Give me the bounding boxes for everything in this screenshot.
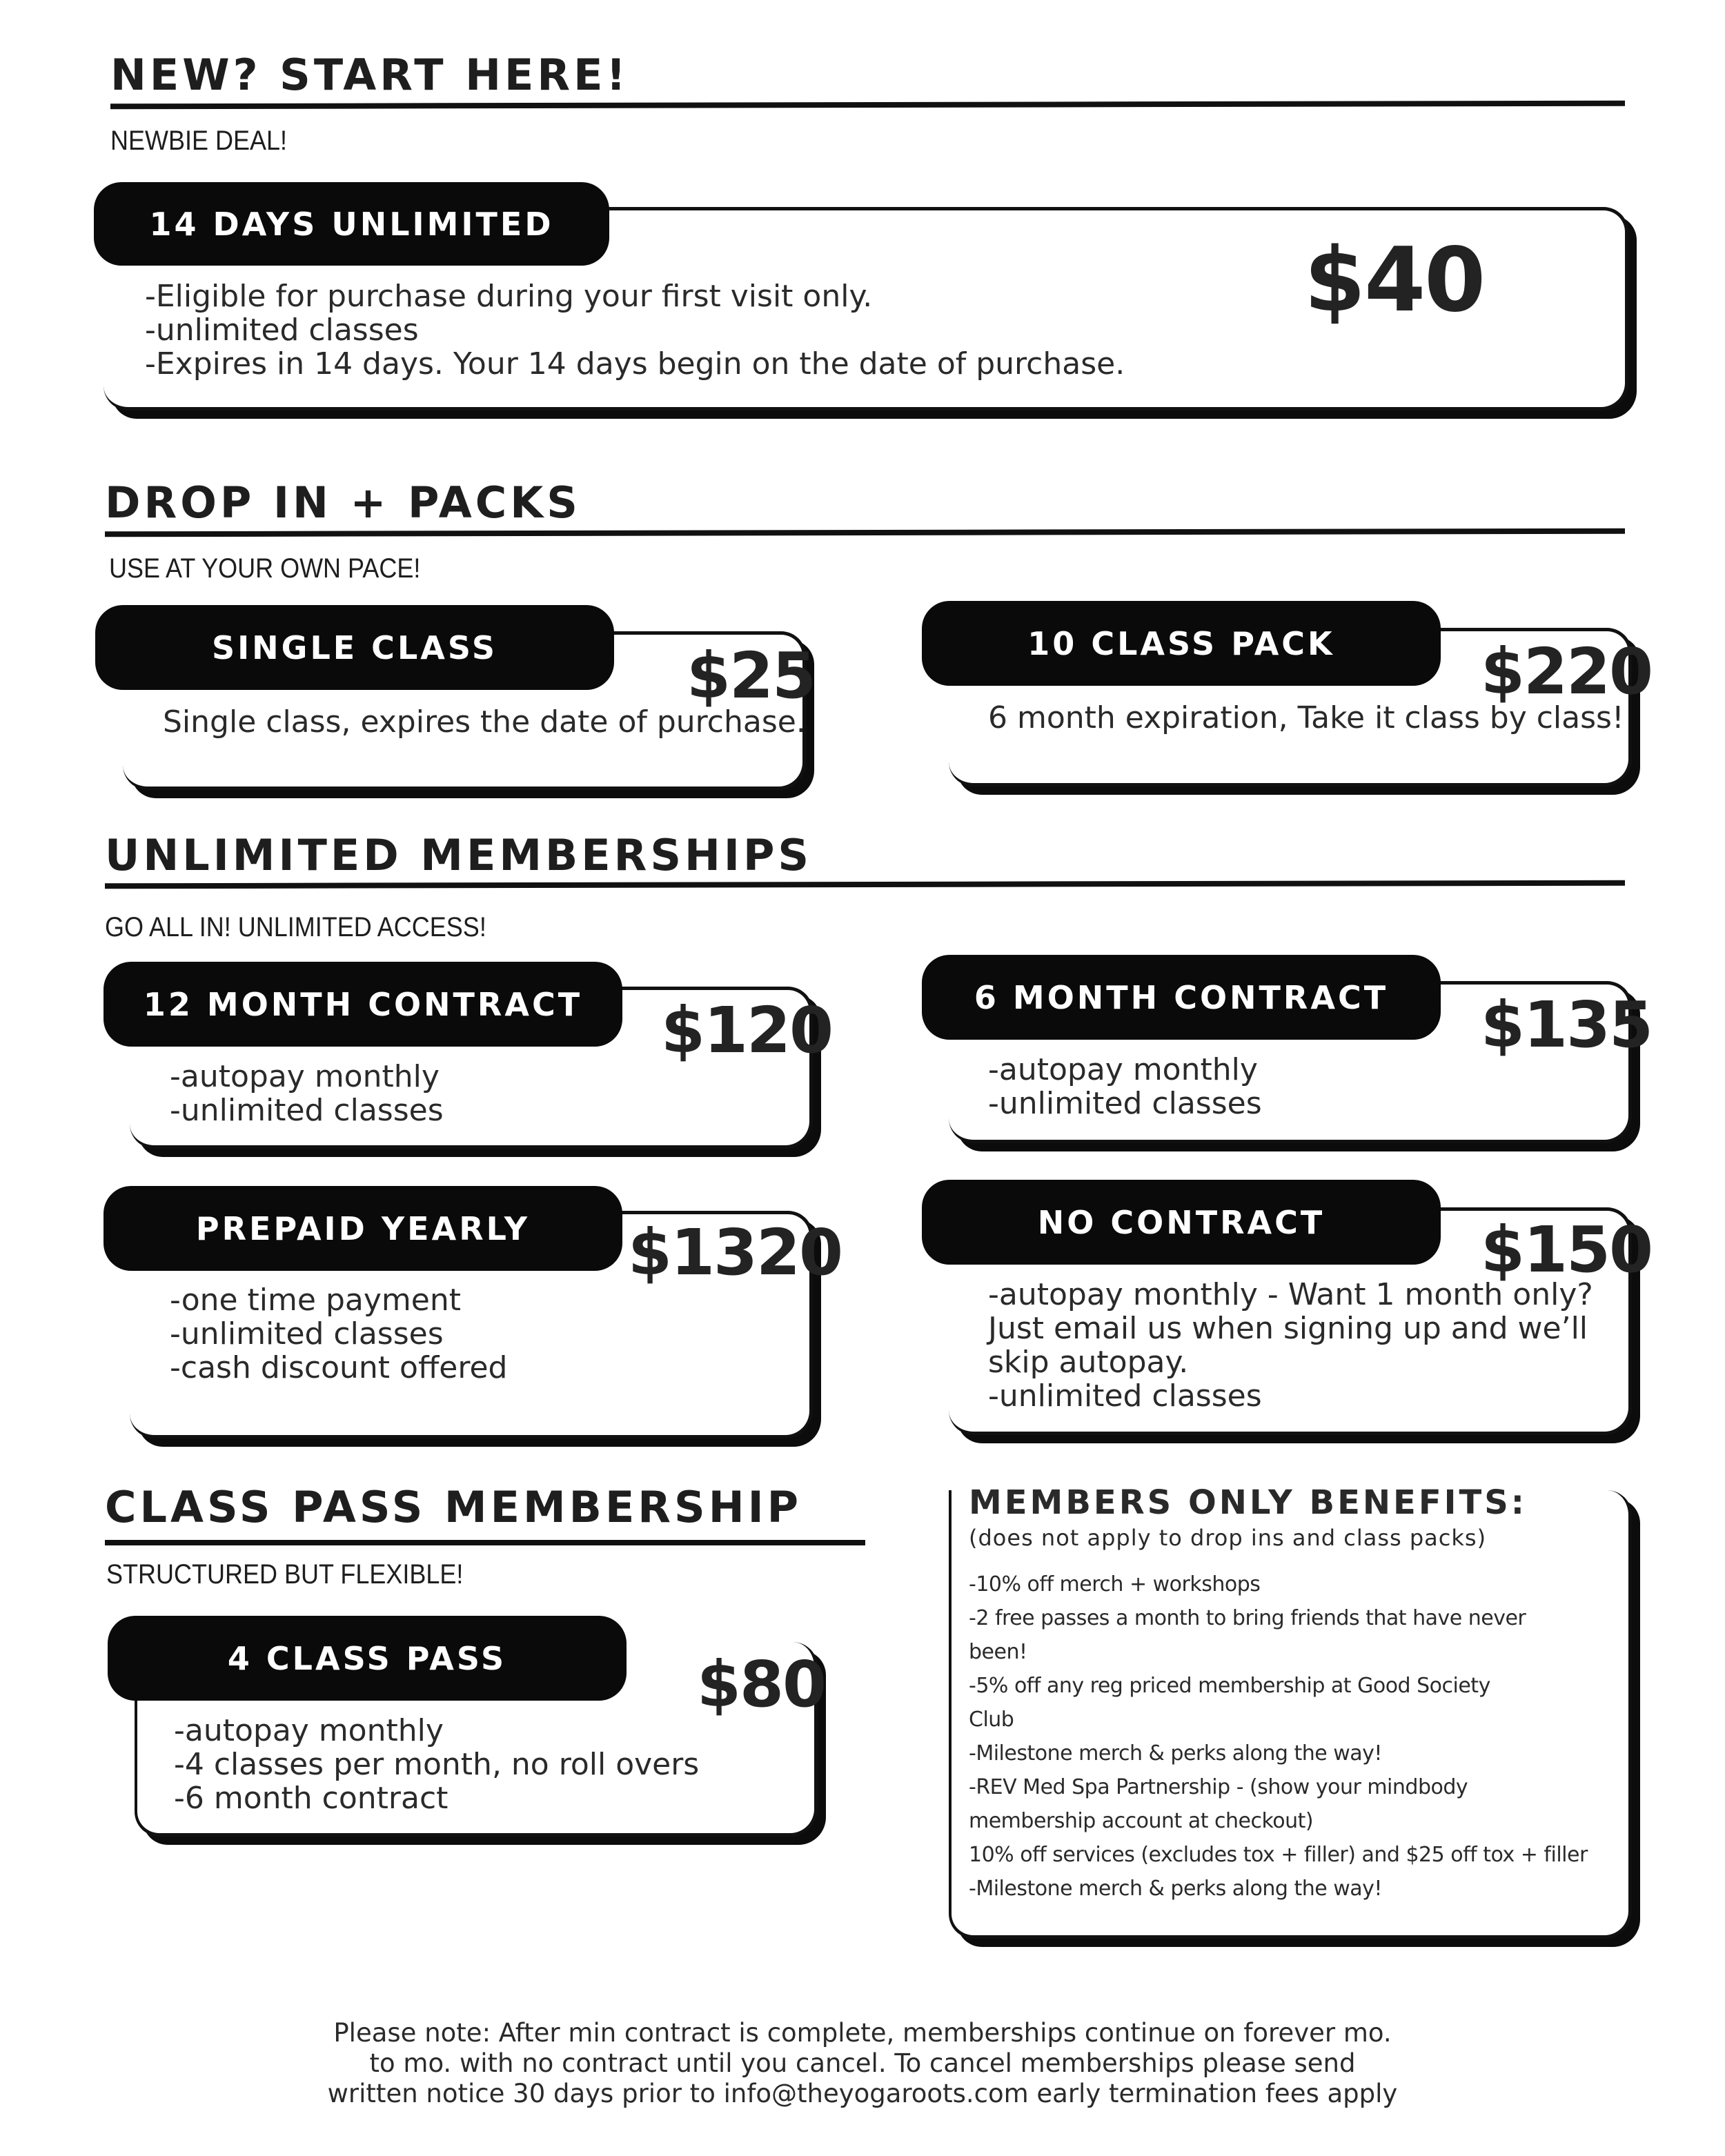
plan-detail-line: -autopay monthly - Want 1 month only?: [988, 1277, 1593, 1312]
plan-detail-line: -autopay monthly: [174, 1713, 444, 1748]
plan-price: $1320: [628, 1216, 842, 1289]
benefit-item: membership account at checkout): [969, 1809, 1314, 1833]
section-title-newbie: NEW? START HERE!: [110, 50, 629, 100]
plan-name-pill: 4 CLASS PASS: [108, 1616, 627, 1701]
plan-description: [988, 1278, 1593, 1413]
plan-price: $120: [661, 993, 833, 1067]
plan-price: $40: [1304, 229, 1485, 332]
plan-description: [163, 705, 806, 739]
plan-detail-line: -unlimited classes: [145, 313, 419, 348]
plan-detail-line: 6 month expiration, Take it class by class!: [988, 700, 1624, 735]
section-title-drop-in: DROP IN + PACKS: [105, 477, 581, 528]
benefit-item: been!: [969, 1640, 1027, 1664]
benefit-item: 10% off services (excludes tox + filler) and $25 off tox + filler: [969, 1843, 1588, 1867]
plan-name-pill: 12 MONTH CONTRACT: [103, 962, 622, 1047]
plan-name-pill: 10 CLASS PACK: [922, 601, 1441, 686]
footer-line: Please note: After min contract is complete, memberships continue on forever mo.: [333, 2018, 1392, 2048]
plan-price: $220: [1481, 635, 1653, 709]
plan-detail-line: skip autopay.: [988, 1345, 1189, 1380]
plan-detail-line: -one time payment: [170, 1283, 461, 1318]
section-tagline-drop-in: USE AT YOUR OWN PACE!: [109, 553, 421, 584]
section-divider: [105, 1540, 865, 1545]
section-tagline-class-pass: STRUCTURED BUT FLEXIBLE!: [106, 1559, 464, 1590]
benefits-title: MEMBERS ONLY BENEFITS:: [969, 1483, 1527, 1522]
plan-detail-line: -unlimited classes: [988, 1086, 1262, 1121]
plan-description: [988, 1053, 1262, 1120]
plan-price: $25: [687, 639, 816, 713]
plan-description: [988, 701, 1624, 735]
benefit-item: -Milestone merch & perks along the way!: [969, 1741, 1382, 1766]
plan-detail-line: -4 classes per month, no roll overs: [174, 1747, 700, 1782]
footer-cancellation-note: [0, 2018, 1725, 2109]
benefit-item: -Milestone merch & perks along the way!: [969, 1877, 1382, 1901]
plan-price: $80: [697, 1648, 826, 1721]
plan-detail-line: -cash discount offered: [170, 1350, 508, 1385]
section-tagline-newbie: NEWBIE DEAL!: [110, 126, 288, 156]
plan-detail-line: Single class, expires the date of purchase.: [163, 704, 806, 740]
plan-detail-line: -unlimited classes: [988, 1378, 1262, 1414]
section-divider: [105, 880, 1625, 889]
plan-name-pill: 14 DAYS UNLIMITED: [94, 182, 609, 266]
section-divider: [110, 101, 1625, 110]
plan-detail-line: -unlimited classes: [170, 1316, 444, 1352]
plan-name-pill: 6 MONTH CONTRACT: [922, 955, 1441, 1040]
plan-description: [170, 1283, 507, 1385]
plan-detail-line: -autopay monthly: [988, 1052, 1258, 1087]
plan-detail-line: -6 month contract: [174, 1781, 448, 1816]
plan-description: [145, 279, 1125, 381]
footer-line: to mo. with no contract until you cancel. To cancel memberships please send: [369, 2048, 1356, 2078]
benefit-item: -5% off any reg priced membership at Good Society: [969, 1674, 1490, 1698]
plan-price: $150: [1481, 1213, 1653, 1287]
plan-price: $135: [1481, 988, 1653, 1062]
section-title-class-pass: CLASS PASS MEMBERSHIP: [105, 1482, 802, 1532]
plan-detail-line: Just email us when signing up and we’ll: [988, 1311, 1588, 1346]
benefit-item: -REV Med Spa Partnership - (show your mindbody: [969, 1775, 1468, 1799]
plan-name-pill: NO CONTRACT: [922, 1180, 1441, 1265]
benefits-list: [969, 1567, 1588, 1906]
plan-detail-line: -Expires in 14 days. Your 14 days begin on the date of purchase.: [145, 346, 1125, 382]
footer-line: written notice 30 days prior to info@theyogaroots.com early termination fees apply: [327, 2079, 1398, 2108]
benefit-item: Club: [969, 1708, 1014, 1732]
plan-description: [174, 1714, 699, 1815]
benefit-item: -10% off merch + workshops: [969, 1572, 1261, 1596]
plan-detail-line: -autopay monthly: [170, 1059, 440, 1094]
plan-detail-line: -Eligible for purchase during your first visit only.: [145, 279, 873, 314]
benefits-subtitle: (does not apply to drop ins and class packs): [969, 1525, 1487, 1551]
plan-name-pill: SINGLE CLASS: [95, 605, 614, 690]
section-tagline-unlimited: GO ALL IN! UNLIMITED ACCESS!: [105, 912, 486, 942]
section-title-unlimited: UNLIMITED MEMBERSHIPS: [105, 830, 813, 880]
section-divider: [105, 528, 1625, 537]
plan-description: [170, 1060, 444, 1127]
plan-detail-line: -unlimited classes: [170, 1093, 444, 1128]
benefit-item: -2 free passes a month to bring friends that have never: [969, 1606, 1526, 1630]
plan-name-pill: PREPAID YEARLY: [103, 1186, 622, 1271]
